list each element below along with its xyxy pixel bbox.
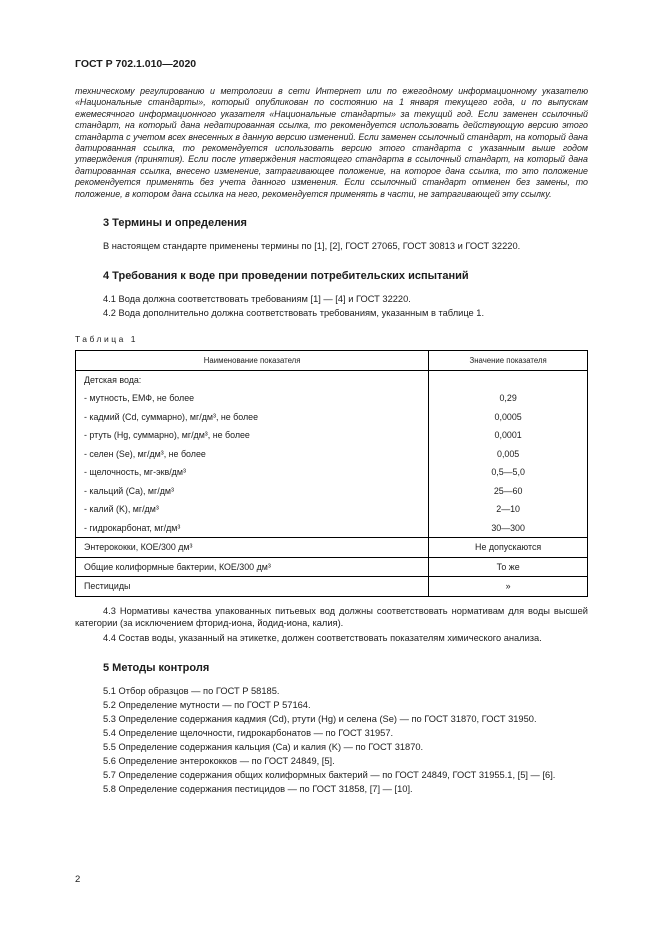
- indicator-value-cell: 0,5—5,0: [491, 467, 525, 478]
- indicator-value-cell: [429, 370, 588, 389]
- table-row: [76, 445, 588, 464]
- table-row: [76, 389, 588, 408]
- table-row: [76, 577, 588, 597]
- indicator-name-cell: - мутность, ЕМФ, не более: [76, 389, 429, 408]
- method-item: 5.6 Определение энтерококков — по ГОСТ 24849, [5].: [103, 756, 335, 767]
- indicator-value-cell: Не допускаются: [429, 538, 588, 558]
- method-item: 5.8 Определение содержания пестицидов — по ГОСТ 31858, [7] — [10].: [103, 784, 413, 795]
- indicator-value-cell: »: [429, 577, 588, 597]
- clause-4-3: 4.3 Нормативы качества упакованных питьевых вод должны соответствовать нормативам для воды высшей категории (за исключением фторид-иона, йодид-иона, калия).: [75, 605, 588, 629]
- method-item: 5.2 Определение мутности — по ГОСТ Р 57164.: [103, 699, 311, 710]
- indicator-value-cell: 2—10: [496, 504, 520, 515]
- control-methods-list: [75, 685, 588, 796]
- document-code: ГОСТ Р 702.1.010—2020: [75, 58, 197, 70]
- indicator-name-cell: - кальций (Ca), мг/дм³: [76, 482, 429, 501]
- table-body: [76, 370, 588, 596]
- indicator-value-cell: 25—60: [493, 485, 523, 496]
- table-header-row: [76, 350, 588, 370]
- section-3-title: 3 Термины и определения: [103, 217, 247, 230]
- water-requirements-table: [75, 350, 588, 597]
- table-row: [76, 370, 588, 389]
- table-row: [76, 408, 588, 427]
- table-head: [76, 350, 588, 370]
- method-item: 5.4 Определение щелочности, гидрокарбонатов — по ГОСТ 31957.: [103, 727, 394, 738]
- table-row: [76, 463, 588, 482]
- references-note-paragraph: техническому регулированию и метрологии в сети Интернет или по ежегодному информационному указателю «Национальные стандарты», который опубликован по состоянию на 1 января текущего года, и по выпускам ежемесячного информационного указателя «Национальные стандарты» за текущий год. Если заменен ссылочный стандарт, на который дана недатированная ссылка, то рекомендуется использовать действующую версию этого стандарта с учетом всех внесенных в данную версию изменений. Если заменен ссылочный стандарт, на который дана датированная ссылка, то рекомендуется использовать версию этого стандарта с указанным выше годом утверждения (принятия). Если после утверждения настоящего стандарта в ссылочный стандарт, на который дана датированная ссылка, внесено изменение, затрагивающее положение, на которое дана ссылка, то это положение рекомендуется применять без учета данного изменения. Если ссылочный стандарт отменен без замены, то положение, в котором дана ссылка на него, рекомендуется применять в части, не затрагивающей эту ссылку.: [75, 86, 588, 199]
- indicator-value-cell: 30—300: [491, 522, 525, 533]
- section-4-title: 4 Требования к воде при проведении потребительских испытаний: [103, 269, 469, 282]
- method-item: 5.1 Отбор образцов — по ГОСТ Р 58185.: [103, 685, 280, 696]
- indicator-name-cell: - щелочность, мг-экв/дм³: [76, 463, 429, 482]
- indicator-value-cell: 0,0005: [494, 411, 522, 422]
- clause-4-4: 4.4 Состав воды, указанный на этикетке, должен соответствовать показателям химического анализа.: [103, 633, 542, 644]
- indicator-name-cell: - селен (Se), мг/дм³, не более: [76, 445, 429, 464]
- table-row: [76, 519, 588, 538]
- indicator-name-cell: Общие колиформные бактерии, КОЕ/300 дм³: [76, 557, 429, 577]
- table-row: [76, 426, 588, 445]
- indicator-name-cell: Детская вода:: [76, 370, 429, 389]
- indicator-value-cell: 0,29: [499, 393, 517, 404]
- table-header-indicator-name: Наименование показателя: [76, 350, 429, 370]
- page-number: 2: [75, 873, 81, 885]
- indicator-value-cell: То же: [429, 557, 588, 577]
- section-5-title: 5 Методы контроля: [103, 661, 210, 674]
- section-3-body: В настоящем стандарте применены термины по [1], [2], ГОСТ 27065, ГОСТ 30813 и ГОСТ 32220.: [103, 241, 521, 252]
- table-row: [76, 557, 588, 577]
- method-item: 5.3 Определение содержания кадмия (Cd), ртути (Hg) и селена (Se) — по ГОСТ 31870, ГОСТ 31950.: [103, 713, 537, 724]
- indicator-name-cell: - гидрокарбонат, мг/дм³: [76, 519, 429, 538]
- table-header-indicator-value: Значение показателя: [429, 350, 588, 370]
- indicator-value-cell: 0,005: [497, 448, 520, 459]
- method-item: 5.7 Определение содержания общих колиформных бактерий — по ГОСТ 24849, ГОСТ 31955.1, [5] — [6].: [103, 770, 556, 781]
- indicator-name-cell: Пестициды: [76, 577, 429, 597]
- table-label: Таблица 1: [75, 333, 138, 344]
- indicator-name-cell: - кадмий (Cd, суммарно), мг/дм³, не более: [76, 408, 429, 427]
- indicator-name-cell: - калий (K), мг/дм³: [76, 500, 429, 519]
- clause-4-2: 4.2 Вода дополнительно должна соответствовать требованиям, указанным в таблице 1.: [103, 308, 485, 319]
- table-row: [76, 538, 588, 558]
- table-row: [76, 500, 588, 519]
- indicator-name-cell: Энтерококки, КОЕ/300 дм³: [76, 538, 429, 558]
- clause-4-1: 4.1 Вода должна соответствовать требованиям [1] — [4] и ГОСТ 32220.: [103, 293, 411, 304]
- indicator-value-cell: 0,0001: [494, 430, 522, 441]
- method-item: 5.5 Определение содержания кальция (Ca) и калия (K) — по ГОСТ 31870.: [103, 742, 424, 752]
- indicator-name-cell: - ртуть (Hg, суммарно), мг/дм³, не более: [76, 426, 429, 445]
- table-row: [76, 482, 588, 501]
